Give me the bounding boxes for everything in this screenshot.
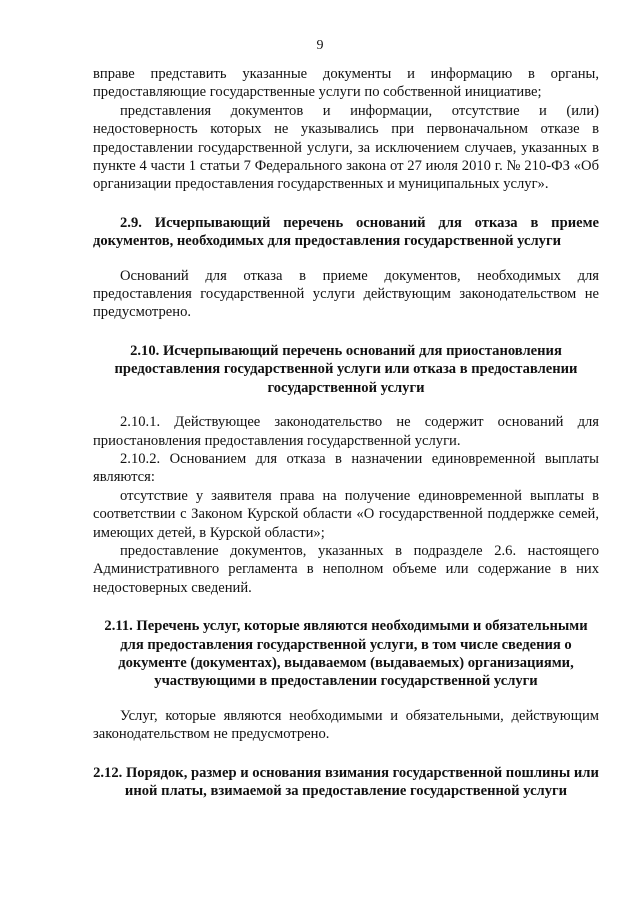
section-heading-2-12: 2.12. Порядок, размер и основания взимания государственной пошлины или иной платы, взимаемой за предоставление государственной услуги bbox=[93, 764, 599, 799]
paragraph-2-10-1: 2.10.1. Действующее законодательство не содержит оснований для приостановления предоставления государственной услуги. bbox=[93, 414, 599, 449]
paragraph-no-refusal-grounds: Оснований для отказа в приеме документов, необходимых для предоставления государственной услуги действующим законодательством не предусмотрено. bbox=[93, 267, 599, 321]
paragraph-document-submission: представления документов и информации, отсутствие и (или) недостоверность которых не указывались при первоначальном отказе в предоставлении государственной услуги, за исключением случаев, указанных в пункте 4 части 1 статьи 7 Федерального закона от 27 июля 2010 г. № 210-ФЗ «Об организации предоставления государственных и муниципальных услуг». bbox=[93, 102, 599, 193]
paragraph-incomplete-documents: предоставление документов, указанных в подразделе 2.6. настоящего Административного регламента в неполном объеме или содержание в них недостоверных сведений. bbox=[93, 542, 599, 596]
paragraph-2-10-2: 2.10.2. Основанием для отказа в назначении единовременной выплаты являются: bbox=[93, 450, 599, 486]
document-body bbox=[93, 65, 599, 800]
page-number: 9 bbox=[316, 38, 324, 53]
paragraph-no-right-to-payment: отсутствие у заявителя права на получение единовременной выплаты в соответствии с Законом Курской области «О государственной поддержке семей, имеющих детей, в Курской области»; bbox=[93, 487, 599, 541]
section-heading-2-9: 2.9. Исчерпывающий перечень оснований для отказа в приеме документов, необходимых для предоставления государственной услуги bbox=[93, 214, 599, 250]
section-heading-2-11: 2.11. Перечень услуг, которые являются необходимыми и обязательными для предоставления государственной услуги, в том числе сведения о документе (документах), выдаваемом (выдаваемых) организациями, участвующими в предоставлении государственной услуги bbox=[104, 618, 588, 690]
section-heading-2-10: 2.10. Исчерпывающий перечень оснований для приостановления предоставления государственной услуги или отказа в предоставлении государственной услуги bbox=[114, 342, 578, 396]
paragraph-no-required-services: Услуг, которые являются необходимыми и обязательными, действующим законодательством не предусмотрено. bbox=[93, 707, 599, 743]
paragraph-right-to-submit: вправе представить указанные документы и информацию в органы, предоставляющие государственные услуги по собственной инициативе; bbox=[93, 66, 599, 101]
